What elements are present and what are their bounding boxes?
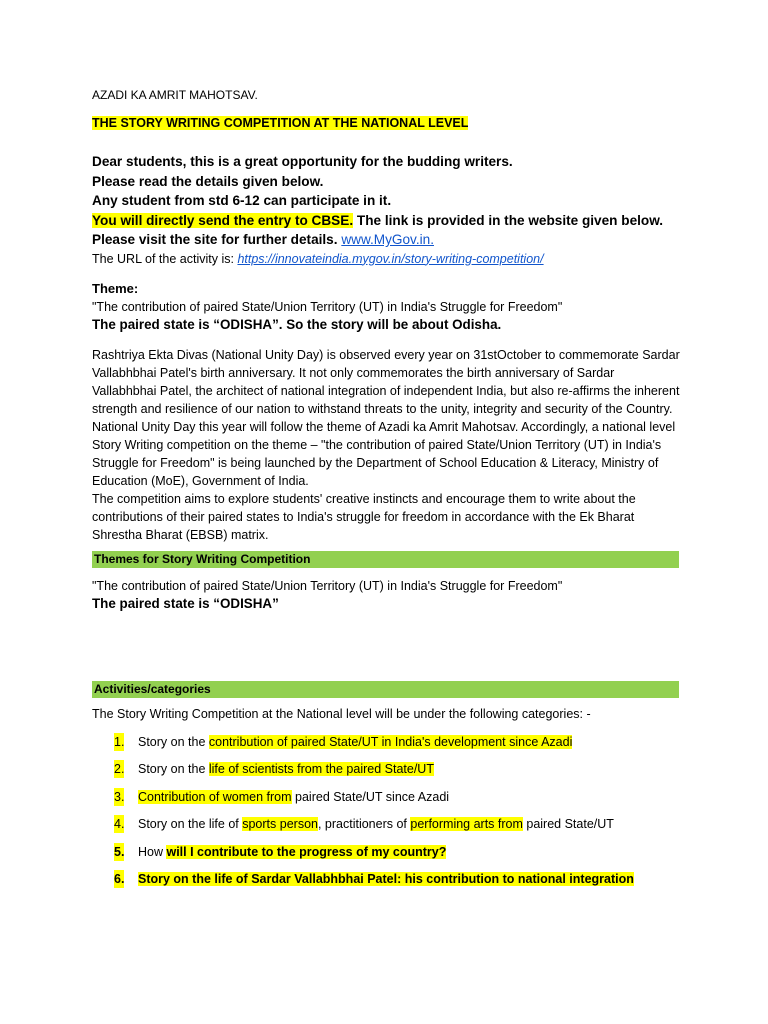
category-number: 2. — [114, 762, 125, 776]
category-item — [92, 788, 682, 816]
category-item — [92, 760, 682, 788]
category-text: Story on the life of — [138, 817, 243, 831]
competition-title — [92, 114, 682, 132]
intro-line-2: Please read the details given below. — [92, 173, 324, 189]
url-label: The URL of the activity is: — [92, 251, 238, 266]
category-item — [92, 843, 682, 871]
category-text: How — [138, 844, 167, 859]
body-paragraph-2: National Unity Day this year will follow the theme of Azadi ka Amrit Mahotsav. Accordingly, a national level Story Writing competition on the theme – "the contribution of paired State/Union Territory (UT) in India's Struggle for Freedom" is being launched by the Department of School Education & Literacy, Ministry of Education (MoE), Government of India. — [92, 419, 676, 488]
theme-label: Theme: — [92, 280, 139, 296]
themes-paired-state: The paired state is “ODISHA” — [92, 595, 279, 611]
category-number: 3. — [114, 789, 125, 804]
category-text: Story on the life of Sardar Vallabhbhai Patel: his contribution to national integration — [138, 872, 634, 886]
category-text: paired State/UT since Azadi — [291, 789, 450, 804]
category-number: 4. — [114, 817, 125, 831]
intro-line-3: Any student from std 6-12 can participate in it. — [92, 193, 392, 208]
category-text: life of scientists from the paired State/UT — [208, 762, 434, 776]
category-text: Story on the — [138, 762, 209, 776]
intro-line-1: Dear students, this is a great opportunity for the budding writers. — [92, 154, 513, 169]
body-paragraph-1: Rashtriya Ekta Divas (National Unity Day) is observed every year on 31stOctober to commemorate Sardar Vallabhbhai Patel's birth anniversary. It not only commemorates the birth anniversary of Sardar Vallabhbhai Patel, the architect of national integration of independent India, but also re-affirms the inherent strength and resilience of our nation to withstand threats to the unity, integrity and security of the Country. — [92, 347, 680, 416]
themes-band: Themes for Story Writing Competition — [92, 551, 679, 568]
theme-quote: "The contribution of paired State/Union Territory (UT) in India's Struggle for Freedom" — [92, 299, 563, 314]
url-line — [92, 250, 682, 268]
category-item — [92, 733, 682, 761]
intro-line-4-rest: The link is provided in the website given below. — [353, 212, 664, 228]
body-paragraph-3: The competition aims to explore students' creative instincts and encourage them to write about the contributions of their paired states to India's struggle for freedom in accordance with the Ek Bharat Shrestha Bharat (EBSB) matrix. — [92, 491, 636, 542]
category-number: 1. — [114, 734, 125, 749]
intro-block — [92, 152, 682, 250]
document-body — [92, 86, 682, 898]
category-number: 6. — [114, 872, 125, 886]
category-text: Story on the — [138, 734, 209, 749]
category-item — [92, 815, 682, 843]
category-text: paired State/UT — [522, 817, 614, 831]
category-list — [92, 733, 682, 898]
category-item — [92, 870, 682, 898]
intro-line-5 — [92, 230, 682, 250]
intro-line-4 — [92, 211, 682, 231]
category-number: 5. — [114, 844, 125, 859]
competition-title-text: THE STORY WRITING COMPETITION AT THE NATIONAL LEVEL — [92, 116, 469, 130]
intro-line-5-text: Please visit the site for further details. — [92, 232, 342, 247]
category-text: will I contribute to the progress of my country? — [166, 844, 447, 859]
cbse-highlight: You will directly send the entry to CBSE. — [92, 212, 354, 228]
category-text: Contribution of women from — [138, 789, 292, 804]
mygov-link[interactable]: www.MyGov.in. — [341, 232, 434, 247]
activities-intro: The Story Writing Competition at the National level will be under the following categories: - — [92, 706, 591, 721]
category-text: contribution of paired State/UT in India's development since Azadi — [208, 734, 573, 749]
themes-quote: "The contribution of paired State/Union Territory (UT) in India's Struggle for Freedom" — [92, 578, 563, 593]
heading: AZADI KA AMRIT MAHOTSAV. — [92, 88, 258, 102]
category-text: performing arts from — [410, 817, 523, 831]
theme-paired-state: The paired state is “ODISHA”. So the story will be about Odisha. — [92, 316, 502, 332]
activities-band: Activities/categories — [92, 681, 679, 698]
category-text: sports person — [242, 817, 318, 831]
activity-url-link[interactable]: https://innovateindia.mygov.in/story-writing-competition/ — [237, 251, 544, 266]
category-text: , practitioners of — [317, 817, 411, 831]
